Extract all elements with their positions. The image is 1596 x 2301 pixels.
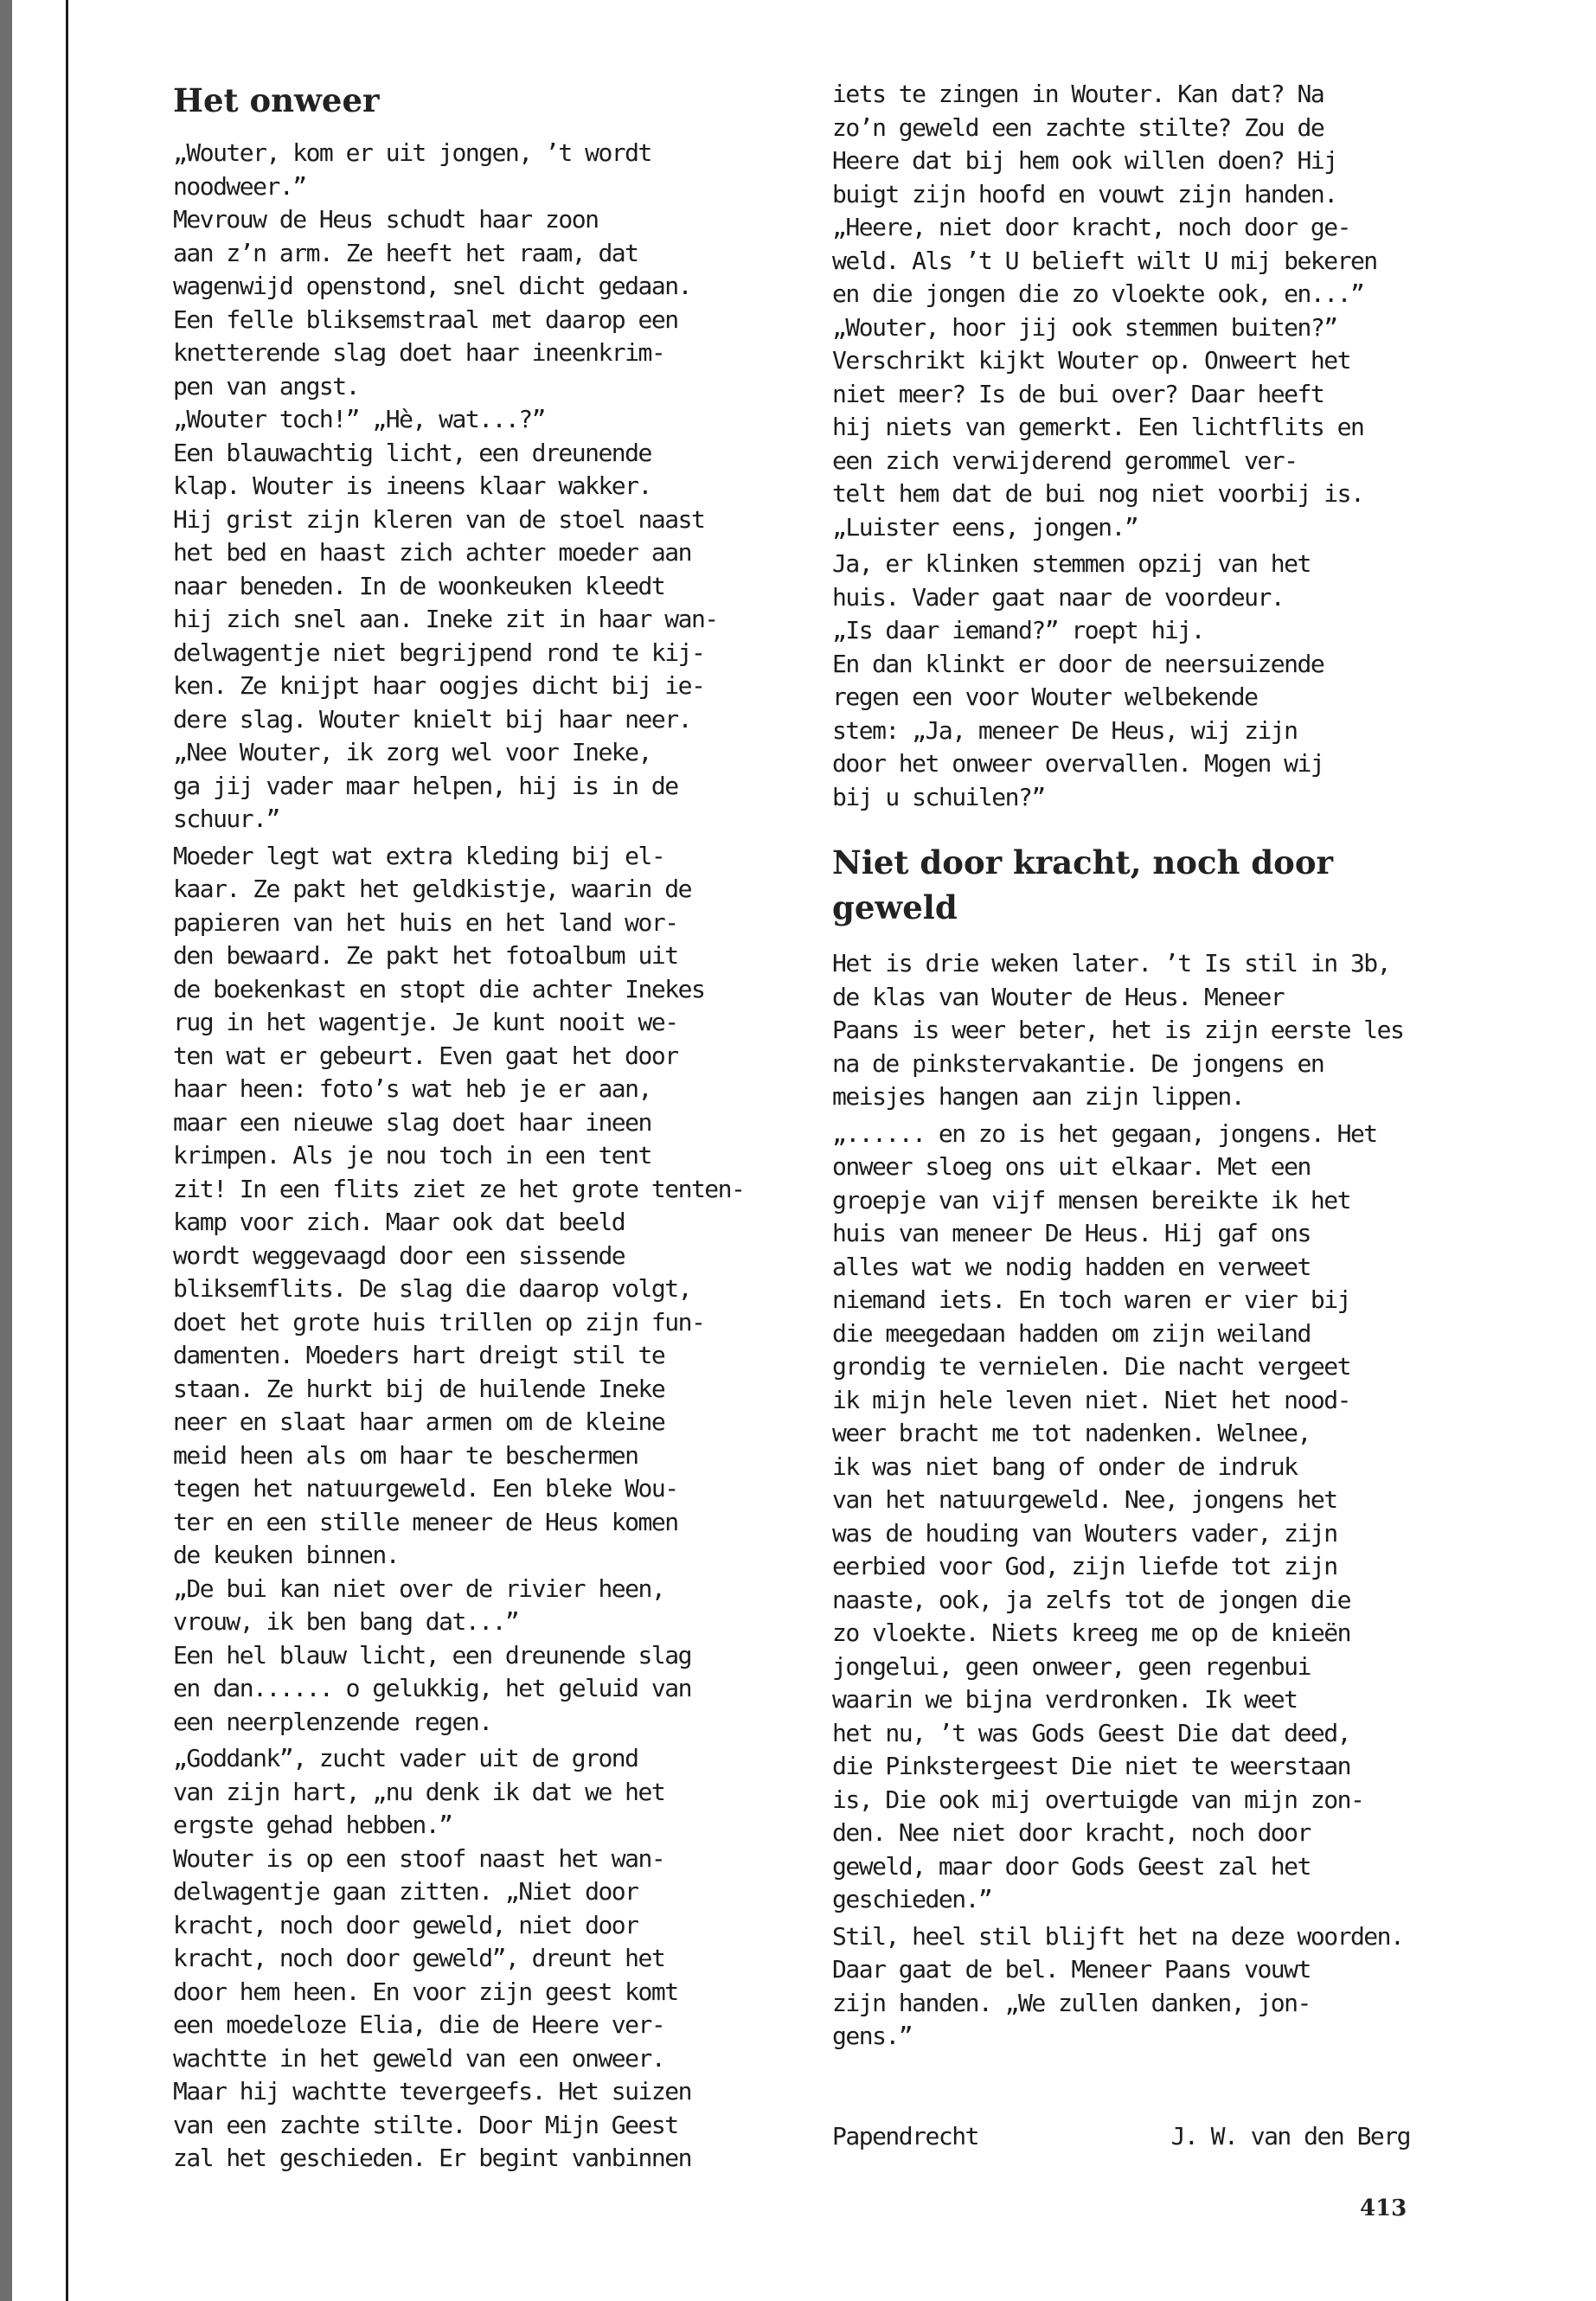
- text-line: bliksemflits. De slag die daarop volgt,: [173, 1274, 691, 1303]
- text-line: buigt zijn hoofd en vouwt zijn handen.: [832, 179, 1337, 208]
- text-line: Een felle bliksemstraal met daarop een: [173, 304, 678, 334]
- text-line: „Wouter toch!” „Hè, wat...?”: [173, 405, 546, 433]
- paragraph: [832, 78, 1410, 544]
- paragraph: [832, 947, 1410, 1114]
- text-line: „Is daar iemand?” roept hij.: [832, 616, 1205, 644]
- text-line: naar beneden. In de woonkeuken kleedt: [173, 571, 665, 600]
- text-line: kracht, noch door geweld”, dreunt het: [173, 1944, 665, 1972]
- text-line: noodweer.”: [173, 171, 306, 201]
- text-line: jongelui, geen onweer, geen regenbui: [832, 1651, 1311, 1681]
- text-line: Mevrouw de Heus schudt haar zoon: [173, 205, 599, 234]
- text-line: wachtte in het geweld van een onweer.: [173, 2043, 665, 2073]
- left-column: [173, 78, 751, 2179]
- text-line: Daar gaat de bel. Meneer Paans vouwt: [832, 1955, 1311, 1984]
- text-line: door het onweer overvallen. Mogen wij: [832, 749, 1324, 778]
- text-line: eerbied voor God, zijn liefde tot zijn: [832, 1552, 1337, 1580]
- text-line: en dan...... o gelukkig, het geluid van: [173, 1674, 691, 1702]
- text-line: bij u schuilen?”: [832, 782, 1045, 811]
- text-line: „Luister eens, jongen.”: [832, 512, 1138, 542]
- text-line: Paans is weer beter, het is zijn eerste les: [832, 1016, 1404, 1044]
- text-line: die Pinkstergeest Die niet te weerstaan: [832, 1752, 1350, 1780]
- text-line: na de pinkstervakantie. De jongens en: [832, 1048, 1324, 1078]
- text-line: schuur.”: [173, 804, 279, 833]
- text-line: de klas van Wouter de Heus. Meneer: [832, 982, 1285, 1011]
- text-line: ik was niet bang of onder de indruk: [832, 1452, 1298, 1481]
- section-title-het-onweer: Het onweer: [173, 81, 380, 119]
- text-line: delwagentje gaan zitten. „Niet door: [173, 1877, 638, 1906]
- text-line: ken. Ze knijpt haar oogjes dicht bij ie-: [173, 671, 705, 700]
- text-line: rug in het wagentje. Je kunt nooit we-: [173, 1008, 678, 1036]
- text-line: zo’n geweld een zachte stilte? Zou de: [832, 112, 1324, 142]
- text-line: Het is drie weken later. ’t Is stil in 3b,: [832, 949, 1391, 977]
- right-paragraphs-top: [832, 78, 1410, 814]
- text-line: weer bracht me tot nadenken. Welnee,: [832, 1419, 1311, 1447]
- text-line: ergste gehad hebben.”: [173, 1811, 452, 1839]
- text-line: een zich verwijderend gerommel ver-: [832, 445, 1298, 475]
- text-line: zit! In een flits ziet ze het grote tenten-: [173, 1174, 745, 1203]
- text-line: krimpen. Als je nou toch in een tent: [173, 1141, 651, 1170]
- text-line: regen een voor Wouter welbekende: [832, 683, 1258, 711]
- text-line: van een zachte stilte. Door Mijn Geest: [173, 2110, 678, 2139]
- text-line: knetterende slag doet haar ineenkrim-: [173, 338, 665, 367]
- text-line: Een blauwachtig licht, een dreunende: [173, 438, 651, 467]
- text-line: den. Nee niet door kracht, noch door: [832, 1818, 1311, 1847]
- text-line: door hem heen. En voor zijn geest komt: [173, 1977, 678, 2006]
- text-line: niet meer? Is de bui over? Daar heeft: [832, 379, 1324, 408]
- text-line: alles wat we nodig hadden en verweet: [832, 1252, 1311, 1281]
- text-line: „Nee Wouter, ik zorg wel voor Ineke,: [173, 738, 651, 766]
- text-line: ik mijn hele leven niet. Niet het nood-: [832, 1385, 1350, 1414]
- text-line: aan z’n arm. Ze heeft het raam, dat: [173, 238, 638, 267]
- text-line: „De bui kan niet over de rivier heen,: [173, 1574, 665, 1603]
- text-line: meid heen als om haar te beschermen: [173, 1440, 638, 1470]
- text-line: haar heen: foto’s wat heb je er aan,: [173, 1074, 651, 1103]
- text-line: hij niets van gemerkt. Een lichtflits en: [832, 413, 1364, 441]
- text-line: een moedeloze Elia, die de Heere ver-: [173, 2010, 665, 2039]
- text-line: grondig te vernielen. Die nacht vergeet: [832, 1352, 1350, 1381]
- signature-author: J. W. van den Berg: [1170, 2122, 1410, 2150]
- page-number: 413: [1360, 2195, 1407, 2221]
- text-line: geschieden.”: [832, 1885, 992, 1913]
- left-paragraphs: [173, 137, 751, 2176]
- paragraph: [173, 1742, 751, 2176]
- text-line: geweld, maar door Gods Geest zal het: [832, 1851, 1311, 1881]
- text-line: delwagentje niet begrijpend rond te kij-: [173, 638, 705, 667]
- section-title-line-2: geweld: [832, 888, 958, 926]
- paragraph: [173, 840, 751, 1740]
- text-line: Stil, heel stil blijft het na deze woorden.: [832, 1921, 1404, 1951]
- text-line: Maar hij wachtte tevergeefs. Het suizen: [173, 2077, 691, 2106]
- text-line: kamp voor zich. Maar ook dat beeld: [173, 1208, 625, 1236]
- text-line: zo vloekte. Niets kreeg me op de knieën: [832, 1618, 1350, 1647]
- text-line: en die jongen die zo vloekte ook, en...”: [832, 279, 1364, 308]
- binding-edge: [0, 0, 12, 2301]
- text-line: het nu, ’t was Gods Geest Die dat deed,: [832, 1718, 1350, 1747]
- text-line: huis. Vader gaat naar de voordeur.: [832, 582, 1285, 612]
- text-line: van het natuurgeweld. Nee, jongens het: [832, 1485, 1337, 1514]
- text-line: klap. Wouter is ineens klaar wakker.: [173, 471, 651, 500]
- text-line: tegen het natuurgeweld. Een bleke Wou-: [173, 1474, 678, 1503]
- text-line: kracht, noch door geweld, niet door: [173, 1910, 638, 1939]
- text-line: pen van angst.: [173, 371, 360, 401]
- text-line: wordt weggevaagd door een sissende: [173, 1240, 625, 1270]
- text-line: „Wouter, hoor jij ook stemmen buiten?”: [832, 312, 1337, 342]
- text-line: huis van meneer De Heus. Hij gaf ons: [832, 1219, 1311, 1247]
- text-line: ter en een stille meneer de Heus komen: [173, 1507, 678, 1536]
- text-line: zijn handen. „We zullen danken, jon-: [832, 1988, 1311, 2017]
- text-line: wagenwijd openstond, snel dicht gedaan.: [173, 272, 691, 300]
- text-line: stem: „Ja, meneer De Heus, wij zijn: [832, 715, 1298, 745]
- text-line: „Wouter, kom er uit jongen, ’t wordt: [173, 138, 651, 167]
- text-line: Ja, er klinken stemmen opzij van het: [832, 549, 1311, 578]
- text-line: neer en slaat haar armen om de kleine: [173, 1407, 665, 1436]
- text-line: van zijn hart, „nu denk ik dat we het: [173, 1777, 665, 1806]
- paragraph: [832, 1920, 1410, 2054]
- text-line: Een hel blauw licht, een dreunende slag: [173, 1640, 691, 1670]
- text-line: vrouw, ik ben bang dat...”: [173, 1607, 519, 1636]
- text-line: onweer sloeg ons uit elkaar. Met een: [832, 1152, 1311, 1181]
- text-line: Hij grist zijn kleren van de stoel naast: [173, 504, 705, 534]
- paragraph: [832, 548, 1410, 814]
- text-line: gens.”: [832, 2022, 913, 2050]
- text-line: doet het grote huis trillen op zijn fun-: [173, 1307, 705, 1336]
- text-line: hij zich snel aan. Ineke zit in haar wan-: [173, 605, 718, 633]
- text-line: den bewaard. Ze pakt het fotoalbum uit: [173, 941, 678, 970]
- text-line: dere slag. Wouter knielt bij haar neer.: [173, 704, 691, 734]
- text-line: naaste, ook, ja zelfs tot de jongen die: [832, 1585, 1350, 1614]
- section-title-niet-door-kracht: [832, 840, 1410, 930]
- text-line: ga jij vader maar helpen, hij is in de: [173, 771, 678, 800]
- text-line: „Heere, niet door kracht, noch door ge-: [832, 213, 1350, 241]
- text-line: papieren van het huis en het land wor-: [173, 907, 678, 937]
- text-line: waarin we bijna verdronken. Ik weet: [832, 1685, 1298, 1714]
- text-line: En dan klinkt er door de neersuizende: [832, 649, 1324, 678]
- text-line: Moeder legt wat extra kleding bij el-: [173, 841, 665, 870]
- text-line: is, Die ook mij overtuigde van mijn zon-: [832, 1785, 1364, 1814]
- text-line: „Goddank”, zucht vader uit de grond: [173, 1744, 638, 1772]
- text-line: groepje van vijf mensen bereikte ik het: [832, 1185, 1350, 1215]
- text-line: iets te zingen in Wouter. Kan dat? Na: [832, 80, 1324, 108]
- text-line: maar een nieuwe slag doet haar ineen: [173, 1107, 651, 1137]
- right-column: [832, 78, 1410, 2057]
- text-line: weld. Als ’t U belieft wilt U mij bekeren: [832, 246, 1377, 275]
- text-line: ten wat er gebeurt. Even gaat het door: [173, 1041, 678, 1070]
- text-line: Verschrikt kijkt Wouter op. Onweert het: [832, 346, 1350, 375]
- section-title-line-1: Niet door kracht, noch door: [832, 843, 1333, 881]
- right-paragraphs-bottom: [832, 947, 1410, 2054]
- text-line: kaar. Ze pakt het geldkistje, waarin de: [173, 875, 691, 903]
- text-line: Heere dat bij hem ook willen doen? Hij: [832, 146, 1337, 175]
- text-line: was de houding van Wouters vader, zijn: [832, 1518, 1337, 1548]
- binding-line: [66, 0, 68, 2301]
- text-line: de boekenkast en stopt die achter Inekes: [173, 974, 705, 1003]
- text-line: „...... en zo is het gegaan, jongens. Het: [832, 1118, 1377, 1148]
- text-line: meisjes hangen aan zijn lippen.: [832, 1082, 1245, 1111]
- text-line: staan. Ze hurkt bij de huilende Ineke: [173, 1374, 665, 1403]
- text-line: zal het geschieden. Er begint vanbinnen: [173, 2144, 691, 2172]
- text-line: die meegedaan hadden om zijn weiland: [832, 1318, 1311, 1348]
- paragraph: [173, 137, 751, 836]
- text-line: het bed en haast zich achter moeder aan: [173, 538, 691, 567]
- text-line: Wouter is op een stoof naast het wan-: [173, 1843, 665, 1873]
- text-line: damenten. Moeders hart dreigt stil te: [173, 1341, 665, 1369]
- text-line: een neerplenzende regen.: [173, 1707, 492, 1736]
- text-line: telt hem dat de bui nog niet voorbij is.: [832, 479, 1364, 508]
- text-line: de keuken binnen.: [173, 1541, 400, 1569]
- paragraph: [832, 1118, 1410, 1917]
- signature-place: Papendrecht: [832, 2122, 978, 2150]
- text-line: niemand iets. En toch waren er vier bij: [832, 1285, 1350, 1314]
